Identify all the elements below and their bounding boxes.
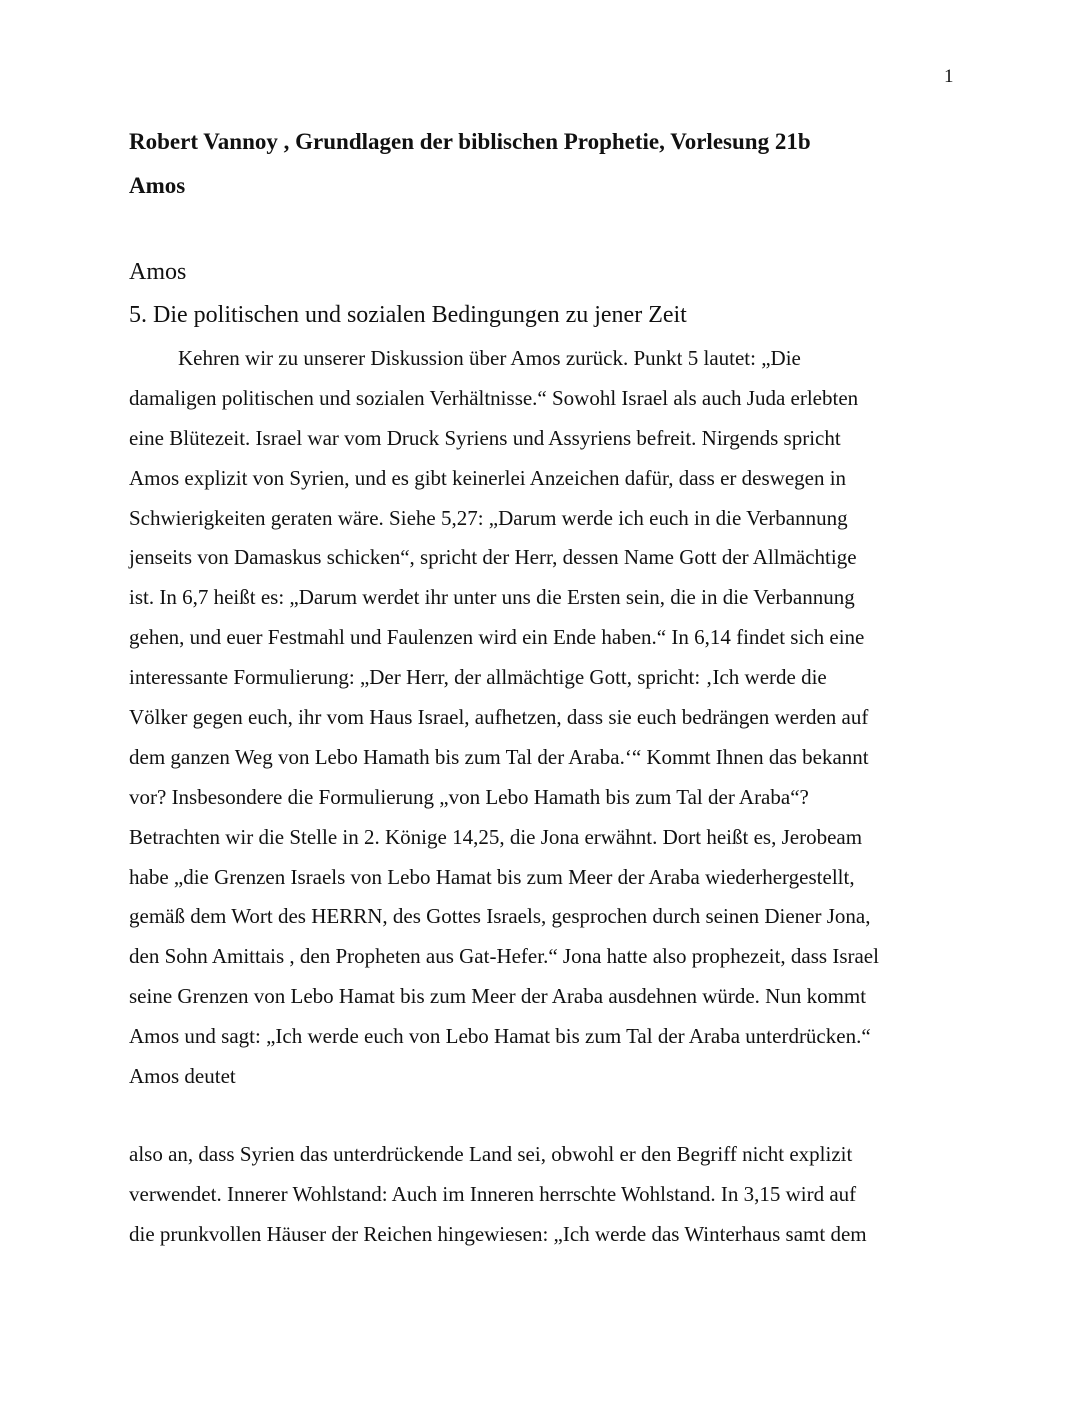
text-line: Völker gegen euch, ihr vom Haus Israel, aufhetzen, dass sie euch bedrängen werden auf [129,705,869,730]
text-line: dem ganzen Weg von Lebo Hamath bis zum Tal der Araba.‘“ Kommt Ihnen das bekannt [129,744,869,769]
text-line: Amos deutet [129,1064,236,1089]
text-line: habe „die Grenzen Israels von Lebo Hamat bis zum Meer der Araba wiederhergestellt, [129,864,855,889]
body-paragraph-2 [129,1135,969,1255]
text-line: gemäß dem Wort des HERRN, des Gottes Israels, gesprochen durch seinen Diener Jona, [129,904,871,929]
text-line: vor? Insbesondere die Formulierung „von Lebo Hamath bis zum Tal der Araba“? [129,784,809,809]
text-line: die prunkvollen Häuser der Reichen hingewiesen: „Ich werde das Winterhaus samt dem [129,1221,867,1246]
page-number: 1 [944,66,954,87]
text-line: Betrachten wir die Stelle in 2. Könige 14,25, die Jona erwähnt. Dort heißt es, Jerobeam [129,824,863,849]
text-line: ist. In 6,7 heißt es: „Darum werdet ihr unter uns die Ersten sein, die in die Verbannung [129,585,855,610]
text-line: Kehren wir zu unserer Diskussion über Amos zurück. Punkt 5 lautet: „Die [178,346,801,370]
text-line: Schwierigkeiten geraten wäre. Siehe 5,27: „Darum werde ich euch in die Verbannung [129,505,848,530]
text-line: den Sohn Amittais , den Propheten aus Gat-Hefer.“ Jona hatte also prophezeit, dass Israel [129,944,879,969]
text-line: gehen, und euer Festmahl und Faulenzen wird ein Ende haben.“ In 6,14 findet sich eine [129,625,865,650]
document-title: Robert Vannoy , Grundlagen der biblischen Prophetie, Vorlesung 21b [129,129,811,154]
document-subtitle: Amos [129,173,186,198]
body-paragraph-1 [129,339,969,1097]
text-line: jenseits von Damaskus schicken“, spricht der Herr, dessen Name Gott der Allmächtige [129,545,857,570]
text-line: seine Grenzen von Lebo Hamat bis zum Meer der Araba ausdehnen würde. Nun kommt [129,984,867,1009]
text-line: Amos explizit von Syrien, und es gibt keinerlei Anzeichen dafür, dass er deswegen in [129,465,847,490]
section-heading-amos: Amos [129,259,187,285]
text-line: also an, dass Syrien das unterdrückende Land sei, obwohl er den Begriff nicht explizit [129,1142,853,1166]
section-heading-political-social: 5. Die politischen und sozialen Bedingungen zu jener Zeit [129,302,687,328]
text-line: eine Blütezeit. Israel war vom Druck Syriens und Assyriens befreit. Nirgends spricht [129,425,841,450]
text-line: damaligen politischen und sozialen Verhältnisse.“ Sowohl Israel als auch Juda erlebten [129,385,859,410]
text-line: Amos und sagt: „Ich werde euch von Lebo Hamat bis zum Tal der Araba unterdrücken.“ [129,1024,871,1049]
text-line: interessante Formulierung: „Der Herr, der allmächtige Gott, spricht: ‚Ich werde die [129,665,827,690]
text-line: verwendet. Innerer Wohlstand: Auch im Inneren herrschte Wohlstand. In 3,15 wird auf [129,1181,857,1206]
